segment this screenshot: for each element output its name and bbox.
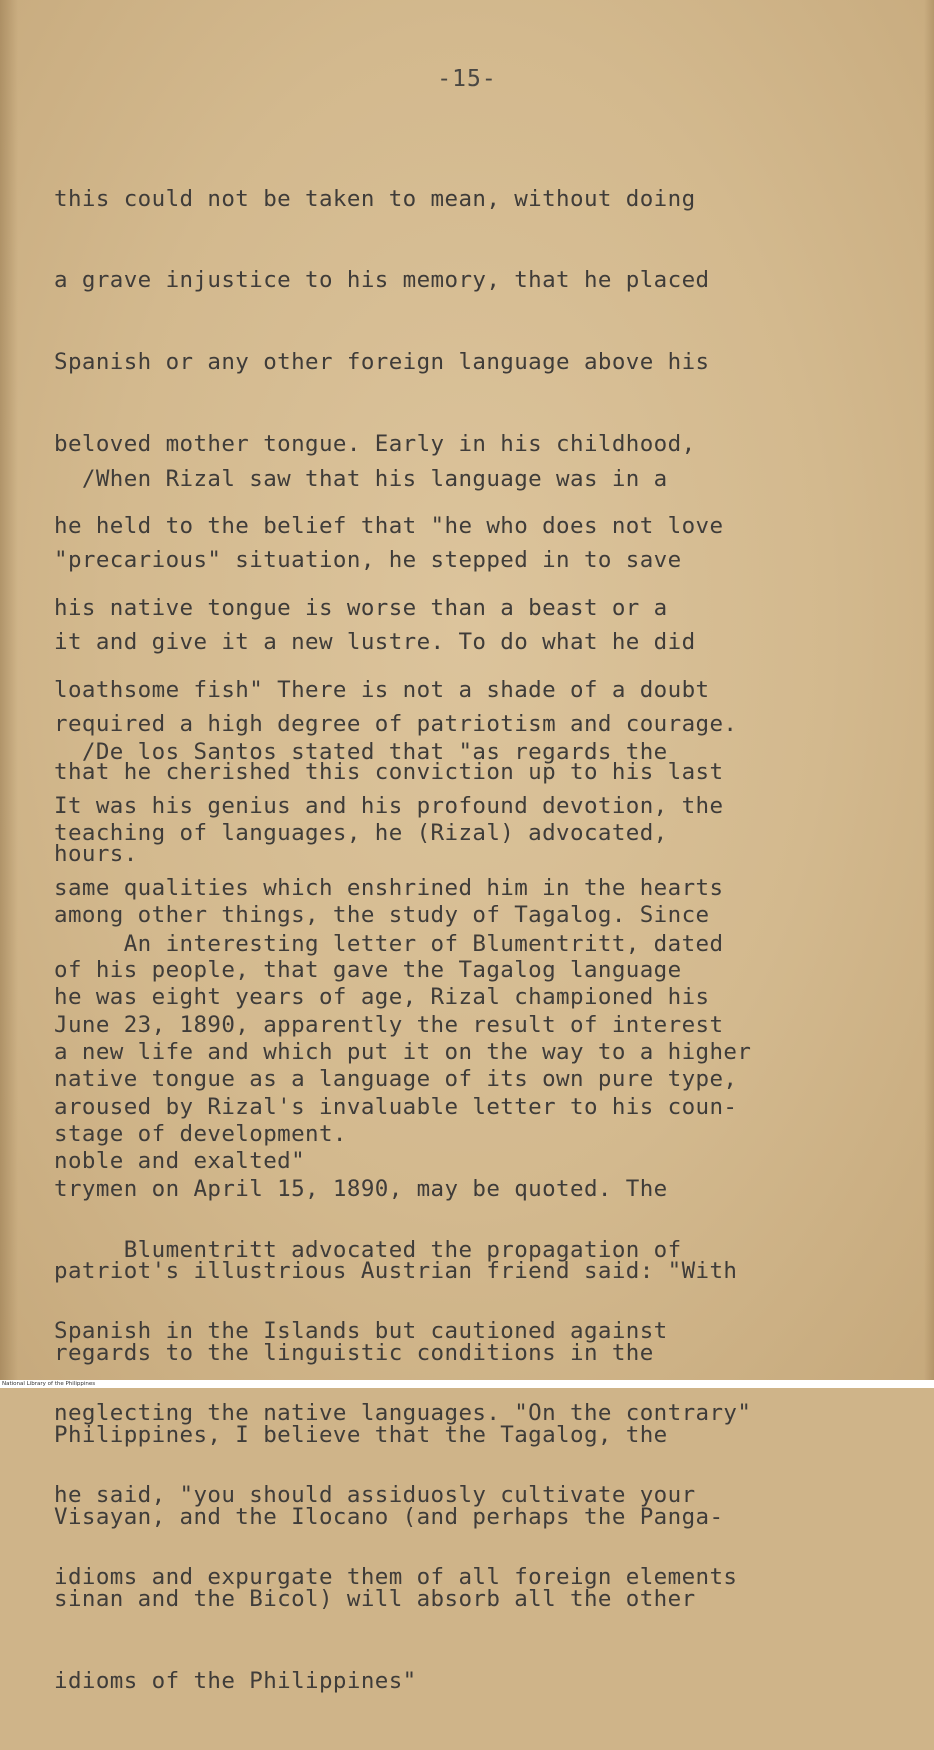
text-line: Visayan, and the Ilocano (and perhaps the Panga-	[54, 1503, 724, 1530]
text-line: he said, "you should assiduosly cultivate your	[54, 1482, 696, 1509]
text-line: It was his genius and his profound devotion, the	[54, 793, 724, 820]
text-line: June 23, 1890, apparently the result of interest	[54, 1012, 724, 1039]
paragraph-5	[54, 1182, 894, 1646]
text-line: loathsome fish" There is not a shade of a doubt	[54, 676, 710, 703]
text-line: regards to the linguistic conditions in the	[54, 1340, 654, 1367]
text-line: same qualities which enshrined him in the hearts	[54, 875, 724, 902]
text-line: aroused by Rizal's invaluable letter to his coun-	[54, 1094, 738, 1121]
text-line: /When Rizal saw that his language was in a	[54, 465, 668, 492]
text-line: it and give it a new lustre. To do what he did	[54, 629, 696, 656]
text-line: Blumentritt advocated the propagation of	[54, 1236, 682, 1263]
text-line: among other things, the study of Tagalog. Since	[54, 902, 710, 929]
text-line: idioms of the Philippines"	[54, 1667, 417, 1694]
text-line: "precarious" situation, he stepped in to save	[54, 547, 682, 574]
text-line: he held to the belief that "he who does not love	[54, 513, 724, 540]
text-line: An interesting letter of Blumentritt, dated	[54, 930, 724, 957]
footer-credit: National Library of the Philippines	[2, 1381, 96, 1387]
text-line: beloved mother tongue. Early in his childhood,	[54, 431, 696, 458]
page-number: -15-	[437, 66, 497, 92]
text-line: required a high degree of patriotism and courage.	[54, 711, 738, 738]
text-line: native tongue as a language of its own pure type,	[54, 1066, 738, 1093]
text-line: trymen on April 15, 1890, may be quoted. The	[54, 1176, 668, 1203]
text-line: he was eight years of age, Rizal championed his	[54, 984, 710, 1011]
text-line: a new life and which put it on the way to a higher	[54, 1038, 752, 1065]
text-line: teaching of languages, he (Rizal) advocated,	[54, 820, 668, 847]
text-line: a grave injustice to his memory, that he placed	[54, 267, 710, 294]
page-right-edge-shadow	[924, 0, 934, 1380]
page-left-edge-shadow	[0, 0, 18, 1380]
text-line: Spanish in the Islands but cautioned against	[54, 1318, 668, 1345]
text-line: of his people, that gave the Tagalog language	[54, 956, 682, 983]
text-line: neglecting the native languages. "On the contrary"	[54, 1400, 752, 1427]
text-line: patriot's illustrious Austrian friend said: "With	[54, 1258, 738, 1285]
text-line: hours.	[54, 840, 138, 867]
text-line: stage of development.	[54, 1120, 347, 1147]
text-line: that he cherished this conviction up to his last	[54, 758, 724, 785]
text-line: Philippines, I believe that the Tagalog, the	[54, 1421, 668, 1448]
text-line: sinan and the Bicol) will absorb all the other	[54, 1585, 696, 1612]
text-line: Spanish or any other foreign language above his	[54, 349, 710, 376]
text-line: noble and exalted"	[54, 1148, 306, 1175]
footer-bar	[0, 1380, 934, 1388]
text-line: /De los Santos stated that "as regards the	[54, 738, 668, 765]
text-line: his native tongue is worse than a beast or a	[54, 595, 668, 622]
text-line: this could not be taken to mean, without doing	[54, 185, 696, 212]
text-line: idioms and expurgate them of all foreign elements	[54, 1564, 738, 1591]
